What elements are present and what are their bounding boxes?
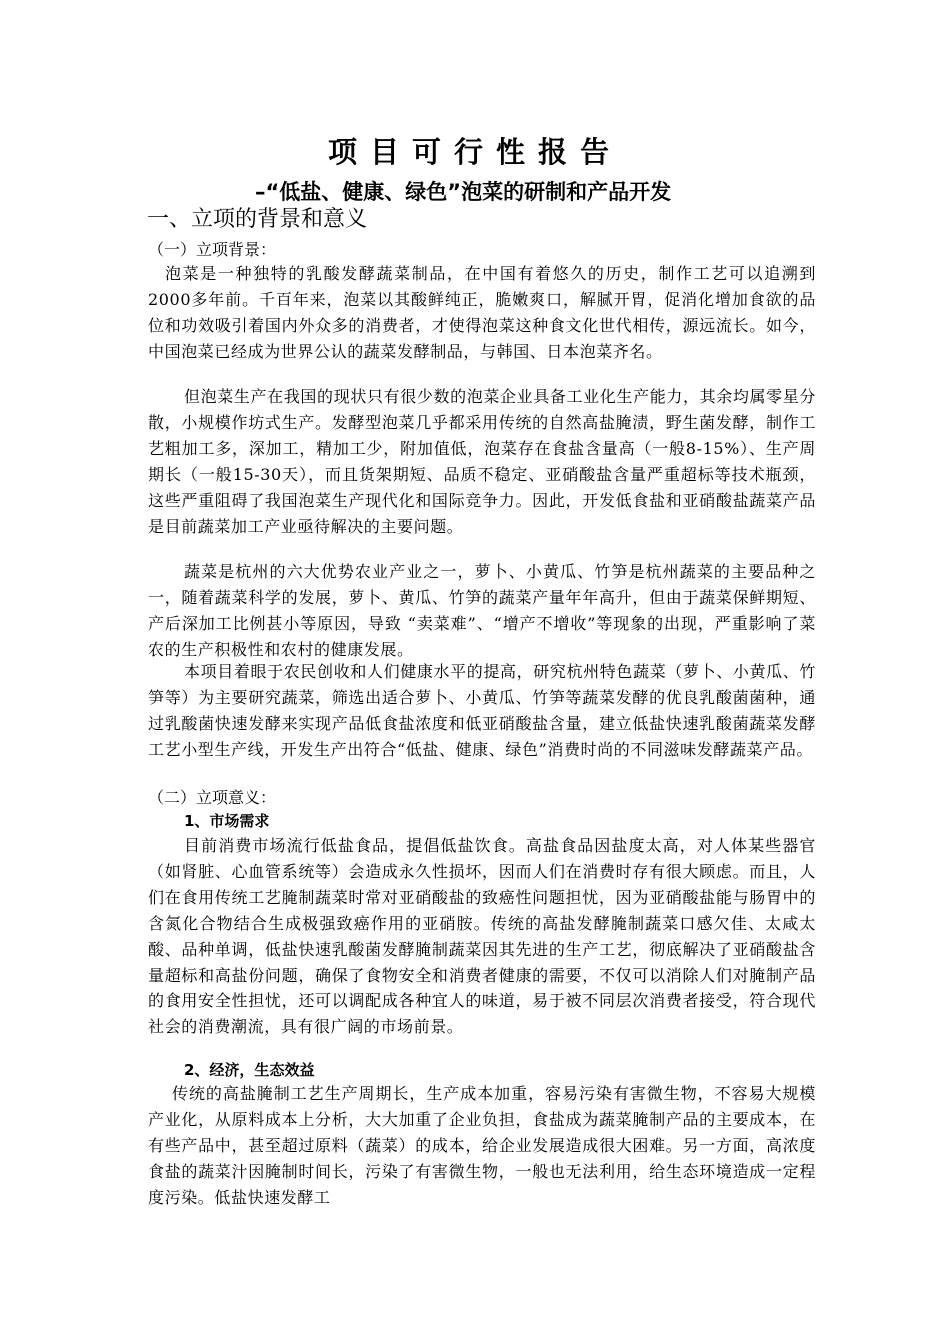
- section-heading: 一、立项的背景和意义: [147, 207, 368, 232]
- document-subtitle: –“低盐、健康、绿色”泡菜的研制和产品开发: [255, 180, 672, 204]
- market-heading: 1、市场需求: [184, 812, 270, 830]
- background-paragraph-3: 蔬菜是杭州的六大优势农业产业之一，萝卜、小黄瓜、竹笋是杭州蔬菜的主要品种之一，随着蔬菜科学的发展，萝卜、黄瓜、竹笋的蔬菜产量年年高升，但由于蔬菜保鲜期短、产后深加工比例甚小等原因，导致 “卖菜难”、“增产不增收”等现象的出现，严重影响了菜农的生产积极性和农村的健康发展。: [148, 562, 816, 659]
- market-paragraph: 目前消费市场流行低盐食品，提倡低盐饮食。高盐食品因盐度太高，对人体某些器官（如肾脏、心血管系统等）会造成永久性损坏，因而人们在消费时存有很大顾虑。而且，人们在食用传统工艺腌制蔬菜时常对亚硝酸盐的致癌性问题担忧，因为亚硝酸盐能与肠胃中的含氮化合物结合生成极强致癌作用的亚硝胺。传统的高盐发酵腌制蔬菜口感欠佳、太咸太酸、品种单调，低盐快速乳酸菌发酵腌制蔬菜因其先进的生产工艺，彻底解决了亚硝酸盐含量超标和高盐份问题，确保了食物安全和消费者健康的需要，不仅可以消除人们对腌制产品的食用安全性担忧，还可以调配成各种宜人的味道，易于被不同层次消费者接受，符合现代社会的消费潮流，具有很广阔的市场前景。: [148, 836, 816, 1037]
- background-paragraph-2: 但泡菜生产在我国的现状只有很少数的泡菜企业具备工业化生产能力，其余均属零星分散，小规模作坊式生产。发酵型泡菜几乎都采用传统的自然高盐腌渍，野生菌发酵，制作工艺粗加工多，深加工，精加工少，附加值低，泡菜存在食盐含量高（一般8-15%）、生产周期长（一般15-30天），而且货架期短、品质不稳定、亚硝酸盐含量严重超标等技术瓶颈，这些严重阻碍了我国泡菜生产现代化和国际竞争力。因此，开发低食盐和亚硝酸盐蔬菜产品是目前蔬菜加工产业亟待解决的主要问题。: [148, 387, 816, 536]
- background-paragraph-1: 泡菜是一种独特的乳酸发酵蔬菜制品，在中国有着悠久的历史，制作工艺可以追溯到2000多年前。千百年来，泡菜以其酸鲜纯正，脆嫩爽口，解腻开胃，促消化增加食欲的品位和功效吸引着国内外众多的消费者，才使得泡菜这种食文化世代相传，源远流长。如今，中国泡菜已经成为世界公认的蔬菜发酵制品，与韩国、日本泡菜齐名。: [148, 264, 816, 361]
- economy-heading: 2、经济，生态效益: [184, 1061, 315, 1079]
- background-heading: （一）立项背景：: [148, 240, 277, 259]
- economy-paragraph: 传统的高盐腌制工艺生产周期长，生产成本加重，容易污染有害微生物，不容易大规模产业化，从原料成本上分析，大大加重了企业负担，食盐成为蔬菜腌制产品的主要成本，在有些产品中，甚至超过原料（蔬菜）的成本，给企业发展造成很大困难。另一方面，高浓度食盐的蔬菜汁因腌制时间长，污染了有害微生物，一般也无法利用，给生态环境造成一定程度污染。低盐快速发酵工: [148, 1084, 816, 1207]
- significance-heading: （二）立项意义：: [148, 788, 277, 807]
- background-paragraph-4: 本项目着眼于农民创收和人们健康水平的提高，研究杭州特色蔬菜（萝卜、小黄瓜、竹笋等）为主要研究蔬菜，筛选出适合萝卜、小黄瓜、竹笋等蔬菜发酵的优良乳酸菌菌种，通过乳酸菌快速发酵来实现产品低食盐浓度和低亚硝酸盐含量，建立低盐快速乳酸菌蔬菜发酵工艺小型生产线，开发生产出符合“低盐、健康、绿色”消费时尚的不同滋味发酵蔬菜产品。: [148, 662, 816, 759]
- document-title: 项目可行性报告: [327, 135, 622, 169]
